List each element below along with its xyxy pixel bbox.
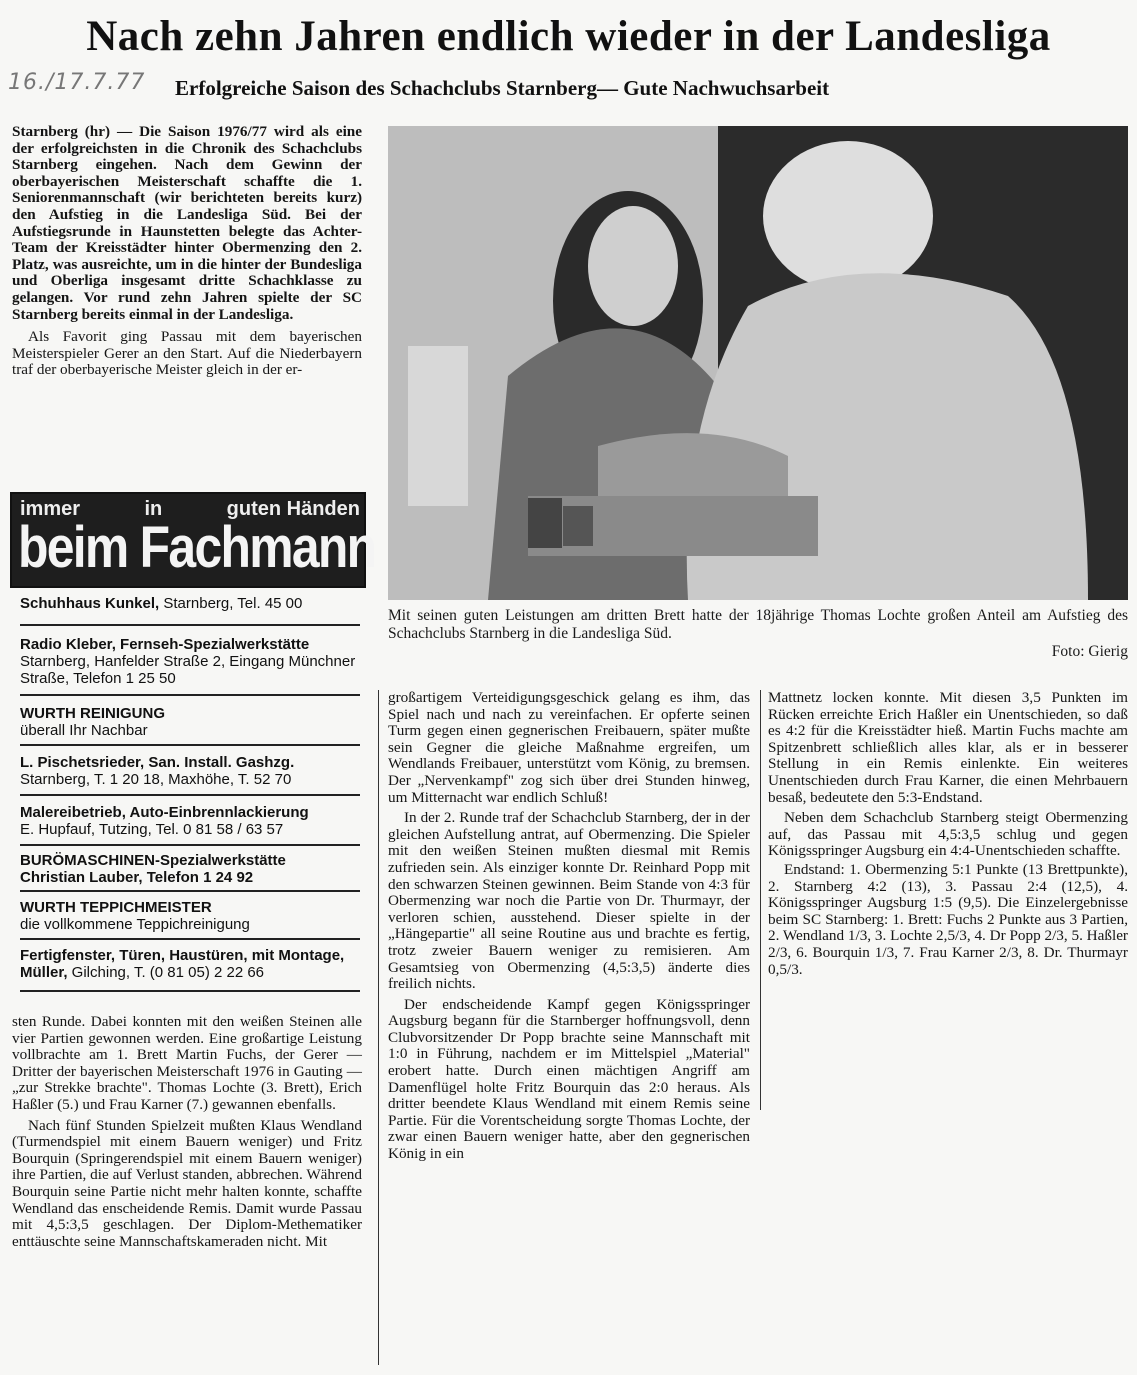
paragraph: Als Favorit ging Passau mit dem bayerischen Meisterspieler Gerer an den Start. Auf die Niederbayern traf der oberbayerische Meister gleich in der er-	[12, 328, 362, 379]
ad-entry	[20, 754, 366, 788]
ad-divider	[20, 794, 360, 796]
ad-banner	[10, 492, 376, 588]
ad-entry-name: Schuhhaus Kunkel,	[20, 595, 160, 612]
ad-entry-details: E. Hupfauf, Tutzing, Tel. 0 81 58 / 63 57	[20, 821, 284, 838]
ad-entry-details: Christian Lauber, Telefon 1 24 92	[20, 869, 254, 886]
ad-divider	[20, 938, 360, 940]
ad-entry-name: WURTH TEPPICHMEISTER	[20, 899, 212, 916]
ad-entry	[20, 852, 366, 886]
paragraph: Der endscheidende Kampf gegen Königsspringer Augsburg begann für die Starnberger hoffnungsvoll, denn Clubvorsitzender Dr Popp brachte seine Mannschaft mit 1:0 in Führung, nachdem er im Mittelspiel „Material" erobert hatte. Durch einen mächtigen Angriff am Damenflügel holte Fritz Bourquin das 2:0 heraus. Als dritter beendete Klaus Wendland mit einem Remis seine Partie. Für die Vorentscheidung sorgte Thomas Lochte, der zwar einen Bauern weniger hatte, aber den gegnerischen König in ein	[388, 995, 750, 1163]
paragraph: Nach fünf Stunden Spielzeit mußten Klaus Wendland (Turmendspiel mit einem Bauern weniger) und Fritz Bourquin (Springerendspiel mit einem Bauern weniger) ihre Partien, die auf Verlust standen, abbrechen. Während Bourquin seine Partie nicht mehr halten konnte, schaffte Wendland das enscheidende Remis. Damit wurde Passau mit 4,5:3,5 geschlagen. Der Diplom-Methematiker enttäuschte seine Mannschaftskameraden nicht. Mit	[12, 1116, 362, 1250]
ad-entry	[20, 899, 366, 933]
ad-entry-details: die vollkommene Teppichreinigung	[20, 916, 250, 933]
column-3	[768, 690, 1128, 978]
lead-paragraph: Starnberg (hr) — Die Saison 1976/77 wird als eine der erfolgreichsten in die Chronik des Schachclubs Starnberg eingehen. Nach dem Gewinn der oberbayerischen Meisterschaft schaffte die 1. Seniorenmannschaft (wir berichteten bereits kurz) den Aufstieg in die Landesliga Süd. Bei der Aufstiegsrunde in Haunstetten belegte das Achter-Team der Kreisstädter hinter Obermenzing den 2. Platz, was ausreichte, um in die hinter der Bundesliga und Oberliga insgesamt dritte Schachklasse zu gelangen. Vor rund zehn Jahren spielte der SC Starnberg bereits einmal in der Landesliga.	[12, 123, 362, 323]
ad-entry-details: Starnberg, Tel. 45 00	[159, 595, 303, 612]
ad-entry-details: überall Ihr Nachbar	[20, 722, 148, 739]
ad-entry	[20, 636, 366, 687]
ad-entry	[20, 947, 366, 981]
column-divider	[378, 690, 379, 1365]
ad-entry-details: Starnberg, T. 1 20 18, Maxhöhe, T. 52 70	[20, 771, 292, 788]
ad-entry-name: Radio Kleber, Fernseh-Spezialwerkstätte	[20, 636, 310, 653]
advertisement	[10, 492, 376, 1012]
column-1-bottom	[12, 1014, 362, 1250]
ad-entry-name: BURÖMASCHINEN-Spezialwerkstätte	[20, 852, 286, 869]
photo-chess-players	[388, 126, 1128, 600]
photo-credit: Foto: Gierig	[1051, 643, 1128, 660]
handwritten-date: 16./17.7.77	[8, 70, 146, 95]
caption-text: Mit seinen guten Leistungen am dritten Brett hatte der 18jährige Thomas Lochte großen Anteil am Aufstieg des Schachclubs Starnberg in die Landesliga Süd.	[388, 607, 1128, 642]
ad-entry-details: Starnberg, Hanfelder Straße 2, Eingang Münchner Straße, Telefon 1 25 50	[20, 653, 356, 687]
column-2	[388, 690, 750, 1163]
ad-word: in	[144, 498, 163, 520]
column-divider	[760, 690, 761, 1110]
ad-entry-name: WURTH REINIGUNG	[20, 705, 165, 722]
photo-caption	[388, 607, 1128, 661]
ad-divider	[20, 694, 360, 696]
ad-entry-details: Gilching, T. (0 81 05) 2 22 66	[67, 964, 265, 981]
ad-divider	[20, 624, 360, 626]
headline: Nach zehn Jahren endlich wieder in der Landesliga	[86, 13, 1051, 60]
ad-entry	[20, 705, 366, 739]
subheadline: Erfolgreiche Saison des Schachclubs Starnberg— Gute Nachwuchsarbeit	[175, 76, 830, 100]
ad-entry-name: Fertigfenster, Türen, Haustüren, mit Montage, Müller,	[20, 947, 345, 981]
ad-word: guten Händen	[226, 498, 360, 520]
ad-word: immer	[20, 498, 81, 520]
ad-entry	[20, 595, 366, 612]
paragraph: großartigem Verteidigungsgeschick gelang es ihm, das Spiel nach und nach zu vereinfachen. Er opferte seinen Turm gegen einen gegnerischen Freibauern, später mußte sein Gegner die gleiche Maßnahme ergreifen, um Wendlands Freibauer, unterstützt vom König, zu bremsen. Der „Nervenkampf" zog sich über drei Stunden hinweg, um Mitternacht war endlich Schluß!	[388, 689, 750, 806]
ad-divider	[20, 890, 360, 892]
paragraph: Mattnetz locken konnte. Mit diesen 3,5 Punkten im Rücken erreichte Erich Haßler ein Unentschieden, so daß es 4:2 für die Kreisstädter hieß. Martin Fuchs machte am Spitzenbrett schließlich alles klar, als er in besserer Stellung in ein Remis einlenkte. Ein weiteres Unentschieden durch Frau Karner, die einen Mehrbauern besaß, bedeutete den 5:3-Endstand.	[768, 689, 1128, 806]
ad-divider	[20, 744, 360, 746]
paragraph: Endstand: 1. Obermenzing 5:1 Punkte (13 Brettpunkte), 2. Starnberg 4:2 (13), 3. Passau 2:4 (12,5), 4. Königsspringer Augsburg 1:5 (9,5). Die Einzelergebnisse beim SC Starnberg: 1. Brett: Fuchs 2 Punkte aus 3 Partien, 2. Wendland 1/3, 3. Lochte 2,5/3, 4. Dr Popp 2/3, 5. Haßler 2/3, 6. Bourquin 1/3, 7. Frau Karner 2/3, 8. Dr. Thurmayr 0,5/3.	[768, 860, 1128, 978]
ad-entry-name: L. Pischetsrieder, San. Install. Gashzg.	[20, 754, 295, 771]
ad-divider	[20, 844, 360, 846]
paragraph: Neben dem Schachclub Starnberg steigt Obermenzing auf, das Passau mit 4,5:3,5 schlug und gegen Königsspringer Augsburg ein 4:4-Unentschieden schaffte.	[768, 809, 1128, 860]
ad-entry-name: Malereibetrieb, Auto-Einbrennlackierung	[20, 804, 309, 821]
paragraph: sten Runde. Dabei konnten mit den weißen Steinen alle vier Partien gewonnen werden. Eine großartige Leistung vollbrachte am 1. Brett Martin Fuchs, der Gerer — Dritter der bayerischen Meisterschaft 1976 in Gauting — „zur Strekke brachte". Thomas Lochte (3. Brett), Erich Haßler (5.) und Frau Karner (7.) gewannen ebenfalls.	[12, 1013, 362, 1113]
ad-main-slogan: beim Fachmann	[18, 515, 376, 580]
paragraph: In der 2. Runde traf der Schachclub Starnberg, der in der gleichen Aufstellung antrat, auf Obermenzing. Die Spieler mit den weißen Steinen mußten diesmal mit Remis zufrieden sein. Als einziger konnte Dr. Reinhard Popp mit den schwarzen Steinen gewinnen. Beim Stande von 4:3 für Obermenzing war noch die Partie von Dr. Thurmayr, der verloren schien, ausstehend. Dieser spielte in der „Hängepartie" all seine Routine aus und brachte es fertig, trotz zweier Bauern weniger zu remisieren. Am Gesamtsieg von Obermenzing (4,5:3,5) änderte dies freilich nichts.	[388, 809, 750, 993]
column-1-top	[12, 124, 362, 379]
ad-entry	[20, 804, 366, 838]
ad-divider	[20, 990, 360, 992]
